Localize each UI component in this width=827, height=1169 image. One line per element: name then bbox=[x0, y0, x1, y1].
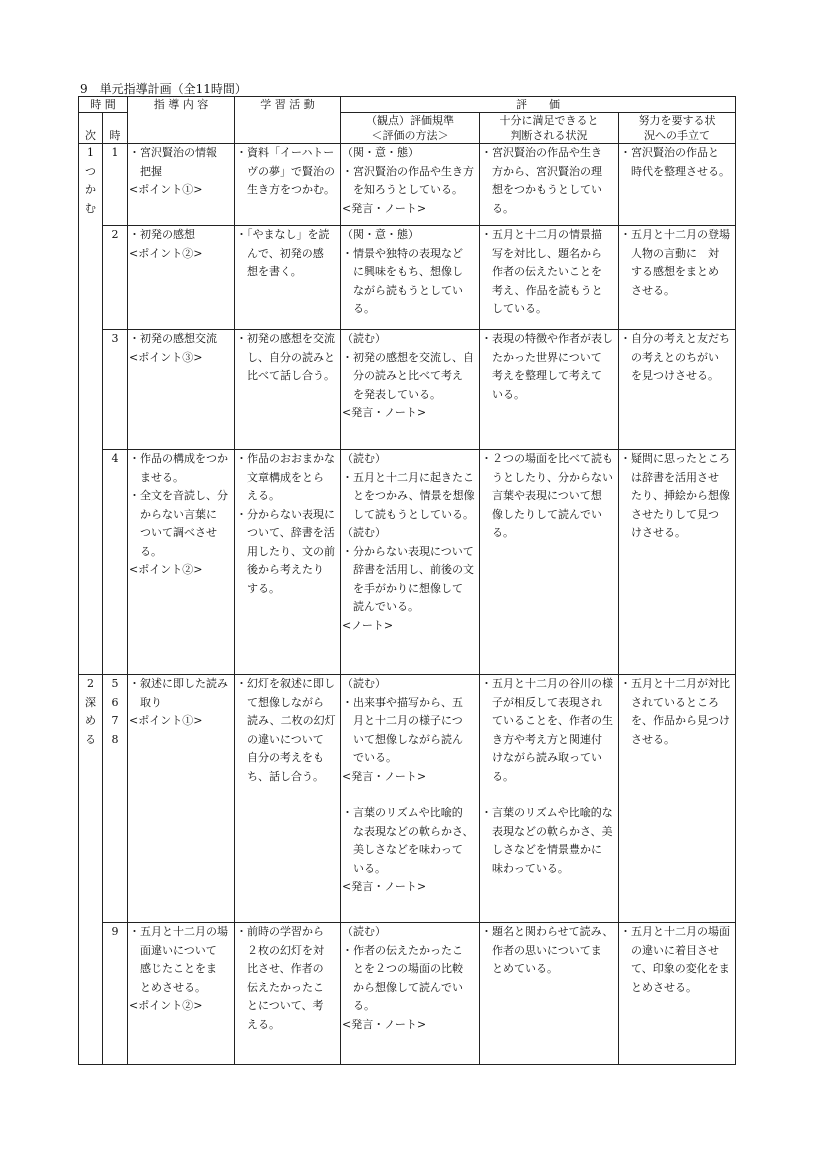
table-row bbox=[79, 330, 736, 450]
kanten-cell: （読む） ・作者の伝えたかったこ とを２つの場面の比較 から想像して読んでい る。 <発言・ノート> bbox=[341, 923, 480, 1065]
kanten-block-1: （読む） ・出来事や描写から、五 月と十二月の様子につ いて想像しながら読ん でいる。 <発言・ノート> bbox=[342, 677, 463, 783]
header-kanten: （観点）評価規準 ＜評価の方法＞ bbox=[341, 113, 480, 144]
table-row bbox=[79, 675, 736, 923]
shido-cell: ・初発の感想交流 <ポイント③> bbox=[128, 330, 235, 450]
gakushu-cell: ・「やまなし」を読 んで、初発の感 想を書く。 bbox=[235, 226, 341, 330]
doryoku-cell: ・五月と十二月の登場 人物の言動に 対 する感想をまとめ させる。 bbox=[619, 226, 736, 330]
phase-2-label: 2 深 め る bbox=[79, 675, 103, 1065]
gakushu-cell: ・資料「イーハトー ヴの夢」で賢治の 生き方をつかむ。 bbox=[235, 144, 341, 226]
gakushu-cell: ・作品のおおまかな 文章構成をとら える。 ・分からない表現に ついて、辞書を活 用したり、文の前 後から考えたり する。 bbox=[235, 450, 341, 675]
juubun-cell: ・五月と十二月の情景描 写を対比し、題名から 作者の伝えたいことを 考え、作品を読もうと している。 bbox=[480, 226, 619, 330]
juubun-cell: ・宮沢賢治の作品や生き 方から、宮沢賢治の理 想をつかもうとしてい る。 bbox=[480, 144, 619, 226]
kanten-cell bbox=[341, 675, 480, 923]
header-gakushu: 学 習 活 動 bbox=[235, 97, 341, 144]
juubun-cell: ・表現の特徴や作者が表し たかった世界について 考えを整理して考えて いる。 bbox=[480, 330, 619, 450]
table-row bbox=[79, 923, 736, 1065]
header-shido: 指 導 内 容 bbox=[128, 97, 235, 144]
header-toki: 時 bbox=[103, 113, 128, 144]
lesson-number: 2 bbox=[103, 226, 128, 330]
unit-plan-table bbox=[78, 96, 736, 1065]
lesson-number: 4 bbox=[103, 450, 128, 675]
doryoku-cell: ・自分の考えと友だち の考えとのちがい を見つけさせる。 bbox=[619, 330, 736, 450]
doryoku-cell: ・五月と十二月の場面 の違いに着目させ て、印象の変化をま とめさせる。 bbox=[619, 923, 736, 1065]
lesson-number: 5 6 7 8 bbox=[103, 675, 128, 923]
kanten-cell: （読む） ・五月と十二月に起きたこ とをつかみ、情景を想像 して読もうとしている。 （読む） ・分からない表現について 辞書を活用し、前後の文 を手がかりに想像して 読んでいる。 <ノート> bbox=[341, 450, 480, 675]
shido-cell: ・叙述に即した読み 取り <ポイント①> bbox=[128, 675, 235, 923]
header-hyoka: 評 価 bbox=[341, 97, 736, 113]
kanten-cell: （読む） ・初発の感想を交流し、自 分の読みと比べて考え を発表している。 <発言・ノート> bbox=[341, 330, 480, 450]
shido-cell: ・初発の感想 <ポイント②> bbox=[128, 226, 235, 330]
kanten-block-2: ・言葉のリズムや比喩的 な表現などの軟らかさ、 美しさなどを味わって いる。 <発言・ノート> bbox=[342, 806, 474, 893]
header-time: 時 間 bbox=[79, 97, 128, 113]
doryoku-cell: ・疑問に思ったところ は辞書を活用させ たり、挿絵から想像 させたりして見つ けさせる。 bbox=[619, 450, 736, 675]
shido-cell: ・作品の構成をつか ませる。 ・全文を音読し、分 からない言葉に ついて調べさせ る。 <ポイント②> bbox=[128, 450, 235, 675]
shido-cell: ・宮沢賢治の情報 把握 <ポイント①> bbox=[128, 144, 235, 226]
gakushu-cell: ・幻灯を叙述に即し て想像しながら 読み、二枚の幻灯 の違いについて 自分の考えをも ち、話し合う。 bbox=[235, 675, 341, 923]
header-juubun: 十分に満足できると 判断される状況 bbox=[480, 113, 619, 144]
table-row bbox=[79, 144, 736, 226]
kanten-cell: （関・意・態） ・情景や独特の表現など に興味をもち、想像し ながら読もうとしてい る。 bbox=[341, 226, 480, 330]
lesson-number: 1 bbox=[103, 144, 128, 226]
header-doryoku: 努力を要する状 況への手立て bbox=[619, 113, 736, 144]
juubun-cell: ・２つの場面を比べて読も うとしたり、分からない 言葉や表現について想 像したりして読んでい る。 bbox=[480, 450, 619, 675]
phase-1-label: 1 つ か む bbox=[79, 144, 103, 675]
table-row bbox=[79, 226, 736, 330]
gakushu-cell: ・初発の感想を交流 し、自分の読みと 比べて話し合う。 bbox=[235, 330, 341, 450]
juubun-cell: ・題名と関わらせて読み、 作者の思いについてま とめている。 bbox=[480, 923, 619, 1065]
kanten-cell: （関・意・態） ・宮沢賢治の作品や生き方 を知ろうとしている。 <発言・ノート> bbox=[341, 144, 480, 226]
doryoku-cell: ・五月と十二月が対比 されているところ を、作品から見つけ させる。 bbox=[619, 675, 736, 923]
shido-cell: ・五月と十二月の場 面違いについて 感じたことをま とめさせる。 <ポイント②> bbox=[128, 923, 235, 1065]
juubun-cell bbox=[480, 675, 619, 923]
lesson-number: 9 bbox=[103, 923, 128, 1065]
gakushu-cell: ・前時の学習から ２枚の幻灯を対 比させ、作者の 伝えたかったこ とについて、考 える。 bbox=[235, 923, 341, 1065]
juubun-block-2: ・言葉のリズムや比喩的な 表現などの軟らかさ、美 しさなどを情景豊かに 味わっている。 bbox=[481, 806, 613, 875]
juubun-block-1: ・五月と十二月の谷川の様 子が相反して表現され ていることを、作者の生 き方や考え方と関連付 けながら読み取ってい る。 bbox=[481, 677, 613, 783]
lesson-number: 3 bbox=[103, 330, 128, 450]
table-row bbox=[79, 450, 736, 675]
page-title: 9 単元指導計画（全11時間） bbox=[80, 82, 247, 96]
header-ji: 次 bbox=[79, 113, 103, 144]
doryoku-cell: ・宮沢賢治の作品と 時代を整理させる。 bbox=[619, 144, 736, 226]
